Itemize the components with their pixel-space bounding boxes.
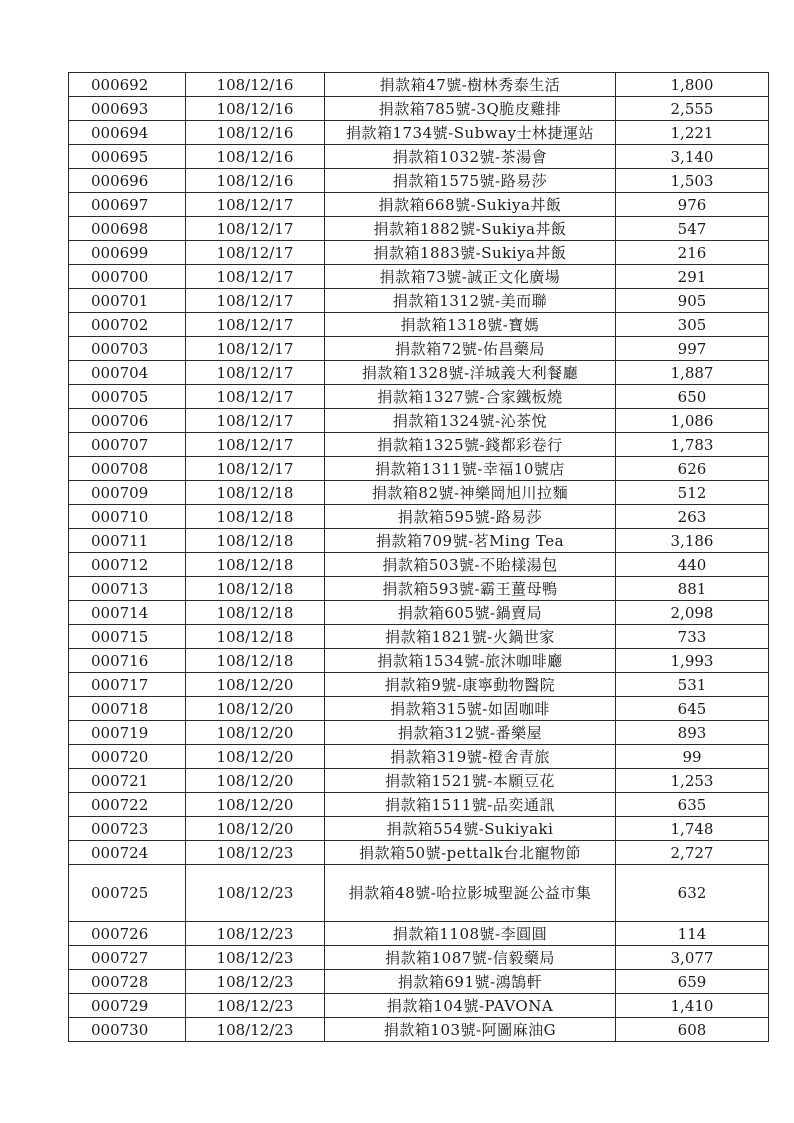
amount-cell: 1,748 [616,817,769,841]
amount-cell: 733 [616,625,769,649]
description-text: 捐款箱1032號-茶湯會 [392,147,548,166]
table-row [69,409,769,433]
amount-cell: 2,727 [616,841,769,865]
table-row [69,577,769,601]
date-cell: 108/12/17 [186,385,325,409]
receipt-number-cell: 000727 [69,946,186,970]
table-row [69,313,769,337]
date-cell: 108/12/23 [186,1018,325,1042]
date-cell: 108/12/20 [186,769,325,793]
description-text: 捐款箱1511號-品奕通訊 [385,795,555,814]
amount-cell: 976 [616,193,769,217]
date-cell: 108/12/17 [186,361,325,385]
date-cell: 108/12/23 [186,946,325,970]
receipt-number-cell: 000725 [69,865,186,922]
ledger-body [69,73,769,1042]
receipt-number-cell: 000693 [69,97,186,121]
description-text: 捐款箱1312號-美而聯 [392,291,548,310]
receipt-number-cell: 000713 [69,577,186,601]
receipt-number-cell: 000692 [69,73,186,97]
date-cell: 108/12/23 [186,994,325,1018]
date-cell: 108/12/20 [186,745,325,769]
date-cell: 108/12/23 [186,922,325,946]
description-text: 捐款箱1882號-Sukiya丼飯 [373,219,567,238]
date-cell: 108/12/17 [186,265,325,289]
date-cell: 108/12/17 [186,193,325,217]
description-cell [325,361,616,385]
description-text: 捐款箱1087號-信毅藥局 [385,948,555,967]
amount-cell: 291 [616,265,769,289]
description-text: 捐款箱1324號-沁茶悅 [392,411,548,430]
table-row [69,505,769,529]
amount-cell: 114 [616,922,769,946]
description-text: 捐款箱1328號-洋城義大利餐廳 [361,363,579,382]
table-row [69,697,769,721]
receipt-number-cell: 000721 [69,769,186,793]
description-text: 捐款箱595號-路易莎 [397,507,543,526]
amount-cell: 632 [616,865,769,922]
description-text: 捐款箱1575號-路易莎 [392,171,548,190]
description-cell [325,337,616,361]
amount-cell: 1,993 [616,649,769,673]
receipt-number-cell: 000697 [69,193,186,217]
description-text: 捐款箱668號-Sukiya丼飯 [378,195,562,214]
date-cell: 108/12/18 [186,553,325,577]
amount-cell: 626 [616,457,769,481]
table-row [69,481,769,505]
table-row [69,193,769,217]
table-row [69,289,769,313]
description-cell [325,649,616,673]
table-row [69,73,769,97]
date-cell: 108/12/17 [186,433,325,457]
description-text: 捐款箱605號-鍋賣局 [397,603,543,622]
description-cell [325,217,616,241]
description-cell [325,169,616,193]
table-row [69,970,769,994]
date-cell: 108/12/18 [186,649,325,673]
amount-cell: 608 [616,1018,769,1042]
description-cell [325,313,616,337]
description-cell [325,481,616,505]
description-cell [325,145,616,169]
receipt-number-cell: 000699 [69,241,186,265]
description-cell [325,922,616,946]
table-row [69,145,769,169]
table-row [69,265,769,289]
receipt-number-cell: 000704 [69,361,186,385]
receipt-number-cell: 000726 [69,922,186,946]
description-text: 捐款箱312號-番樂屋 [397,723,543,742]
receipt-number-cell: 000716 [69,649,186,673]
donation-ledger-sheet [68,72,768,1042]
description-cell [325,385,616,409]
description-text: 捐款箱50號-pettalk台北寵物節 [358,843,582,862]
table-row [69,673,769,697]
description-text: 捐款箱319號-橙舍青旅 [390,747,550,766]
table-row [69,769,769,793]
receipt-number-cell: 000707 [69,433,186,457]
amount-cell: 3,186 [616,529,769,553]
date-cell: 108/12/17 [186,337,325,361]
receipt-number-cell: 000715 [69,625,186,649]
description-text: 捐款箱1327號-合家鐵板燒 [377,387,563,406]
amount-cell: 2,098 [616,601,769,625]
description-text: 捐款箱73號-誠正文化廣場 [379,267,561,286]
description-text: 捐款箱554號-Sukiyaki [386,819,554,838]
table-row [69,457,769,481]
receipt-number-cell: 000711 [69,529,186,553]
description-cell [325,409,616,433]
description-text: 捐款箱82號-神樂岡旭川拉麵 [371,483,569,502]
amount-cell: 881 [616,577,769,601]
description-cell [325,601,616,625]
description-text: 捐款箱104號-PAVONA [386,996,554,1015]
date-cell: 108/12/23 [186,841,325,865]
table-row [69,841,769,865]
receipt-number-cell: 000728 [69,970,186,994]
date-cell: 108/12/16 [186,73,325,97]
receipt-number-cell: 000710 [69,505,186,529]
receipt-number-cell: 000717 [69,673,186,697]
amount-cell: 512 [616,481,769,505]
receipt-number-cell: 000730 [69,1018,186,1042]
table-row [69,946,769,970]
date-cell: 108/12/18 [186,625,325,649]
amount-cell: 1,887 [616,361,769,385]
date-cell: 108/12/20 [186,817,325,841]
description-cell [325,841,616,865]
description-cell [325,241,616,265]
receipt-number-cell: 000705 [69,385,186,409]
table-row [69,922,769,946]
table-row [69,385,769,409]
date-cell: 108/12/18 [186,529,325,553]
table-row [69,865,769,922]
table-row [69,337,769,361]
description-cell [325,265,616,289]
table-row [69,649,769,673]
amount-cell: 3,077 [616,946,769,970]
table-row [69,1018,769,1042]
description-cell [325,697,616,721]
date-cell: 108/12/18 [186,481,325,505]
receipt-number-cell: 000702 [69,313,186,337]
description-text: 捐款箱691號-鴻鵠軒 [397,972,543,991]
description-text: 捐款箱1521號-本願豆花 [385,771,555,790]
description-text: 捐款箱47號-樹林秀泰生活 [379,75,561,94]
table-row [69,994,769,1018]
description-cell [325,721,616,745]
date-cell: 108/12/20 [186,721,325,745]
amount-cell: 650 [616,385,769,409]
table-row [69,625,769,649]
receipt-number-cell: 000703 [69,337,186,361]
table-row [69,97,769,121]
amount-cell: 997 [616,337,769,361]
receipt-number-cell: 000701 [69,289,186,313]
description-text: 捐款箱1311號-幸福10號店 [375,459,565,478]
receipt-number-cell: 000724 [69,841,186,865]
table-row [69,361,769,385]
description-cell [325,193,616,217]
date-cell: 108/12/16 [186,121,325,145]
table-row [69,433,769,457]
receipt-number-cell: 000720 [69,745,186,769]
description-cell [325,433,616,457]
amount-cell: 440 [616,553,769,577]
date-cell: 108/12/23 [186,970,325,994]
amount-cell: 263 [616,505,769,529]
table-row [69,169,769,193]
receipt-number-cell: 000714 [69,601,186,625]
description-cell [325,970,616,994]
description-cell [325,994,616,1018]
amount-cell: 905 [616,289,769,313]
description-text: 捐款箱48號-哈拉影城聖誕公益市集 [348,884,592,902]
amount-cell: 1,086 [616,409,769,433]
date-cell: 108/12/17 [186,457,325,481]
donation-ledger-table [68,72,769,1042]
date-cell: 108/12/17 [186,289,325,313]
receipt-number-cell: 000712 [69,553,186,577]
date-cell: 108/12/18 [186,577,325,601]
table-row [69,529,769,553]
description-text: 捐款箱709號-茗Ming Tea [375,531,565,550]
description-cell [325,457,616,481]
description-cell [325,553,616,577]
amount-cell: 1,410 [616,994,769,1018]
receipt-number-cell: 000694 [69,121,186,145]
amount-cell: 1,503 [616,169,769,193]
date-cell: 108/12/20 [186,697,325,721]
date-cell: 108/12/18 [186,601,325,625]
description-cell [325,865,616,922]
receipt-number-cell: 000709 [69,481,186,505]
date-cell: 108/12/16 [186,97,325,121]
amount-cell: 3,140 [616,145,769,169]
receipt-number-cell: 000698 [69,217,186,241]
amount-cell: 305 [616,313,769,337]
receipt-number-cell: 000718 [69,697,186,721]
table-row [69,793,769,817]
receipt-number-cell: 000695 [69,145,186,169]
description-cell [325,946,616,970]
amount-cell: 893 [616,721,769,745]
description-cell [325,577,616,601]
table-row [69,721,769,745]
description-text: 捐款箱1821號-火鍋世家 [385,627,555,646]
description-cell [325,673,616,697]
description-cell [325,793,616,817]
description-text: 捐款箱1325號-錢都彩卷行 [377,435,563,454]
table-row [69,121,769,145]
description-text: 捐款箱9號-康寧動物醫院 [384,675,556,694]
table-row [69,817,769,841]
table-row [69,241,769,265]
date-cell: 108/12/17 [186,217,325,241]
description-cell [325,505,616,529]
description-cell [325,769,616,793]
receipt-number-cell: 000700 [69,265,186,289]
description-cell [325,121,616,145]
date-cell: 108/12/20 [186,793,325,817]
amount-cell: 216 [616,241,769,265]
description-text: 捐款箱72號-佑昌藥局 [395,339,545,358]
description-cell [325,73,616,97]
description-text: 捐款箱1734號-Subway士林捷運站 [345,123,595,142]
description-cell [325,97,616,121]
amount-cell: 547 [616,217,769,241]
receipt-number-cell: 000729 [69,994,186,1018]
date-cell: 108/12/16 [186,169,325,193]
description-text: 捐款箱315號-如固咖啡 [390,699,550,718]
amount-cell: 1,783 [616,433,769,457]
receipt-number-cell: 000706 [69,409,186,433]
description-cell [325,529,616,553]
description-text: 捐款箱593號-霸王薑母鴨 [382,579,558,598]
date-cell: 108/12/18 [186,505,325,529]
amount-cell: 659 [616,970,769,994]
amount-cell: 635 [616,793,769,817]
receipt-number-cell: 000719 [69,721,186,745]
receipt-number-cell: 000723 [69,817,186,841]
table-row [69,745,769,769]
description-cell [325,745,616,769]
description-text: 捐款箱785號-3Q脆皮雞排 [378,99,562,118]
description-text: 捐款箱103號-阿圖麻油G [383,1020,557,1039]
amount-cell: 1,253 [616,769,769,793]
table-row [69,217,769,241]
amount-cell: 531 [616,673,769,697]
receipt-number-cell: 000708 [69,457,186,481]
amount-cell: 2,555 [616,97,769,121]
date-cell: 108/12/17 [186,241,325,265]
amount-cell: 99 [616,745,769,769]
date-cell: 108/12/16 [186,145,325,169]
description-cell [325,817,616,841]
date-cell: 108/12/17 [186,313,325,337]
description-text: 捐款箱1108號-李圓圓 [392,924,548,943]
table-row [69,601,769,625]
amount-cell: 1,800 [616,73,769,97]
receipt-number-cell: 000696 [69,169,186,193]
description-text: 捐款箱503號-不貽樣湯包 [382,555,558,574]
receipt-number-cell: 000722 [69,793,186,817]
description-text: 捐款箱1883號-Sukiya丼飯 [373,243,567,262]
description-text: 捐款箱1534號-旅沐咖啡廳 [377,651,563,670]
date-cell: 108/12/17 [186,409,325,433]
amount-cell: 1,221 [616,121,769,145]
table-row [69,553,769,577]
amount-cell: 645 [616,697,769,721]
description-cell [325,289,616,313]
date-cell: 108/12/23 [186,865,325,922]
description-cell [325,1018,616,1042]
description-cell [325,625,616,649]
description-text: 捐款箱1318號-寶媽 [400,315,540,334]
date-cell: 108/12/20 [186,673,325,697]
